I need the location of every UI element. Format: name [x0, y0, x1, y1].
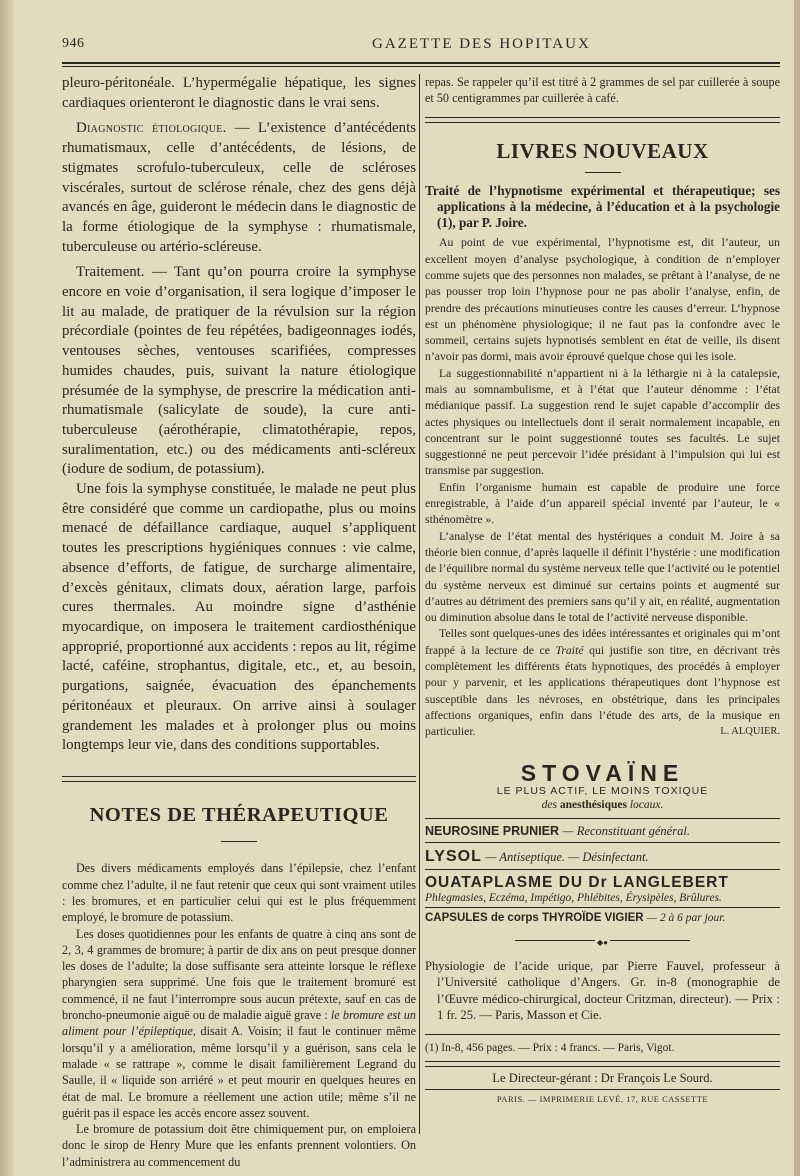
review-p5-italic: Traité — [555, 643, 584, 657]
treatment-heading: Traitement. — [76, 264, 145, 281]
ad-ouataplasme — [425, 870, 780, 907]
ad-rule-4 — [425, 907, 780, 908]
page-binding-edge — [0, 0, 14, 1176]
page-number: 946 — [62, 36, 85, 51]
book-review — [425, 235, 780, 740]
ad-rule-2 — [425, 842, 780, 843]
article-symphyse — [62, 74, 416, 756]
journal-title: GAZETTE DES HOPITAUX — [372, 36, 591, 52]
column-divider — [419, 74, 420, 1134]
review-paragraph-4: L’analyse de l’état mental des hystériques a conduit M. Joire à sa théorie bien connue, d’après laquelle il définit l’hystérie : une modification de l’équilibre normal du système nerveux telle que l’activité ou le potentiel du système nerveux est diminué sur certains points et augmenté sur d’autres au détriment des premiers sans qu’il y ait, en réalité, augmentation ou diminution absolue dans le total de l’activité nerveuse disponible. — [425, 529, 780, 625]
book-title-hypnotisme: Traité de l’hypnotisme expérimental et thérapeutique; ses applications à la médecine, à l’éducation et à la psychologie (1), par P. Joire. — [425, 183, 780, 231]
page-right-edge — [794, 0, 800, 1176]
ad-capsules-desc: — 2 à 6 par jour. — [646, 911, 726, 924]
livres-heading: LIVRES NOUVEAUX — [496, 138, 709, 163]
printer-line: PARIS. — IMPRIMERIE LEVÉ, 17, RUE CASSETTE — [496, 1093, 709, 1104]
printer-rule — [425, 1089, 780, 1090]
ad-lysol-desc: — Antiseptique. — Désinfectant. — [485, 849, 649, 864]
ad-lysol-name: LYSOL — [425, 847, 482, 865]
diagnostic-paragraph — [62, 119, 416, 257]
ad-rule-1 — [425, 818, 780, 819]
ad-ouataplasme-name: OUATAPLASME DU Dr LANGLEBERT — [425, 873, 729, 891]
diagnostic-text: — L’existence d’antécédents rhumatismaux, celle d’antécédents, de lésions, de stigmates scrofulo-tuberculeux, celle de scléroses viscérales, surtout de sclérose rénale, chez des gens déjà avancés en âge, guideront le médecin dans le diagnostic de la forme étiologique de la symphyse : rhumatismale, tuberculeuse ou artério-scléreuse. — [62, 120, 416, 255]
review-paragraph-3: Enfin l’organisme humain est capable de produire une force enregistrable, à l’aide d’un appareil spécial inventé par l’auteur, le « sthénomètre ». — [425, 480, 780, 527]
review-paragraph-5 — [425, 626, 780, 740]
treatment-text: — Tant qu’on pourra croire la symphyse encore en voie d’organisation, il sera logique d’imposer le lit au malade, de pratiquer de la révulsion sur la région précordiale (pointes de feu répétées, badigeonnages iodés, ventouses sèches, ventouses scarifiées, compresses humides chaudes, puis, suivant la nature étiologique présumée de la symphyse, de prescrire la médication anti-rhumatismale (salicylate de soude), la cure anti-tuberculeuse (aérothérapie, climatothérapie, repos, suralimentation, etc.) ou des médicaments anti-scléreux (iodure de sodium, de potassium). — [62, 264, 416, 478]
footnote: (1) In-8, 456 pages. — Prix : 4 francs. — Paris, Vigot. — [425, 1041, 675, 1054]
ad-ouataplasme-desc: Phlegmasies, Eczéma, Impétigo, Phlébites, Érysipèles, Brûlures. — [425, 891, 722, 904]
notes-paragraph-1: Des divers médicaments employés dans l’épilepsie, chez l’enfant comme chez l’adulte, il ne faut retenir que ceux qui sont vraiment utiles : les bromures, et en particulier celui qui est le plus fréquemment employé, le bromure de potassium. — [62, 861, 416, 925]
page-header — [62, 36, 780, 58]
ad-neurosine-desc: — Reconstituant général. — [562, 823, 690, 838]
notes-p2-quote: le bromure est un aliment pour l’épileptique — [62, 1008, 416, 1039]
ad-lysol — [425, 843, 780, 869]
intro-paragraph: pleuro-péritonéale. L’hypermégalie hépatique, les signes cardiaques orienteront le diagnostic dans le vrai sens. — [62, 75, 416, 111]
treatment-paragraph-2: Une fois la symphyse constituée, le malade ne peut plus être considéré que comme un cardiopathe, plus ou moins menacé de défaillance cardiaque, auquel s’appliquent toutes les prescriptions hygiéniques connues : vie calme, absence d’efforts, de fatigue, de surcharge alimentaire, d’excès génitaux, climats doux, aération large, parfois cures thermales. Au moindre signe d’asthénie myocardique, on imposera le traitement cardiosthénique approprié, proportionné aux accidents : repos au lit, régime lacté, caféine, strophantus, digitale, etc., et, au besoin, purgations, saignée, évacuation des épanchements péritonéaux et pleuraux. On arrive ainsi à soulager grandement les malades et à prolonger plus ou moins longtemps leur vie, dans des conditions supportables. — [62, 481, 416, 754]
ad-stovaine — [425, 761, 780, 812]
right-column — [425, 74, 780, 1104]
notes-paragraph-2 — [62, 926, 416, 1122]
ad-neurosine-name: NEUROSINE PRUNIER — [425, 823, 560, 838]
ad-neurosine — [425, 819, 780, 842]
ad-capsules — [425, 908, 780, 927]
section-separator — [62, 776, 416, 782]
notes-p2-end: , disait A. Voisin; il faut le continuer même lorsqu’il y a amélioration, même lorsqu’il y a guérison, sans cela le malade « se rattrape », comme le disait familièrement Legrand du Saulle, il « liquide son arriéré » et peut mourir en quelques heures en état de mal. Le bromure a réellement une action utile; même s’il ne guérit pas il espace les accès encore assez souvent. — [62, 1024, 416, 1120]
left-column — [62, 74, 416, 1170]
footnote-rule — [425, 1034, 780, 1035]
ad-stovaine-line3-bold: anesthésiques — [559, 798, 627, 811]
livres-heading-rule — [585, 172, 621, 174]
notes-paragraph-3: Le bromure de potassium doit être chimiquement pur, on emploiera donc le sirop de Henry Mure que les enfants prennent volontiers. On l’administrera au commencement du — [62, 1122, 416, 1169]
book-physiologie: Physiologie de l’acide urique, par Pierre Fauvel, professeur à l’Université catholique d’Angers. Gr. in-8 (monographie de l’Œuvre médico-chirurgical, docteur Critzman, directeur). — Prix : 1 fr. 25. — Paris, Masson et Cie. — [425, 958, 780, 1023]
notes-body — [62, 860, 416, 1170]
ad-stovaine-tagline: LE PLUS ACTIF, LE MOINS TOXIQUE — [496, 784, 709, 797]
notes-heading-rule — [221, 841, 257, 843]
ad-rule-3 — [425, 869, 780, 870]
header-rule-bottom — [62, 66, 780, 67]
ad-capsules-name: CAPSULES de corps THYROÏDE VIGIER — [425, 911, 644, 924]
review-paragraph-1: Au point de vue expérimental, l’hypnotisme est, dit l’auteur, un excellent moyen d’analyse psychologique, à condition de n’employer comme sujets que des personnes non malades, se prêtant à l’analyse, de ne pas pousser trop loin l’hypnose pour ne pas abolir l’analyse, enfin, de prendre des précautions minutieuses contre les causes d’erreur. L’hypnose est un phénomène physiologique; il ne faut pas la confondre avec le sommeil, certains sujets hypnotisés semblent en état de veille, ils disent n’avoir pas dormi, mais avoir éprouvé quelque chose qui les isole. — [425, 236, 780, 364]
ad-stovaine-line3-end: locaux. — [626, 798, 664, 811]
notes-continuation — [425, 74, 780, 107]
notes-heading: NOTES DE THÉRAPEUTIQUE — [89, 803, 389, 826]
ornamental-dash: ◆● — [425, 932, 780, 950]
notes-p2-start: Les doses quotidiennes pour les enfants de quatre à cinq ans sont de 2, 3, 4 grammes de bromure; à partir de dix ans on peut presque donner les doses de l’adulte; la dose suffisante sera atteinte lorsque le réflexe pharyngien sera supprimé. Une fois que le traitement bromuré est commencé, il ne faut l’interrompre sous aucun prétexte, sauf en cas de broncho-pneumonie aiguë ou de maladie aiguë grave : — [62, 926, 416, 1023]
review-p5-end: qui justifie son titre, en décrivant très complètement les différents états hypnotiques, des procédés à employer pour y parvenir, et les applications thérapeutiques dont l’hypnose est susceptible dans les névroses, en obstétrique, dans les principales affections organiques, enfin dans l’étude des arts, de la musique en particulier. — [425, 643, 780, 739]
ad-stovaine-line3 — [425, 798, 780, 812]
ad-stovaine-line3-start: des — [541, 798, 560, 811]
diagnostic-heading: Diagnostic étiologique. — [76, 120, 227, 137]
review-p5-start: Telles sont quelques-unes des idées intéressantes et originales qui m’ont frappé à la lecture de ce — [425, 627, 780, 657]
section-separator-right — [425, 117, 780, 123]
director-separator — [425, 1061, 780, 1067]
review-paragraph-2: La suggestionnabilité n’appartient ni à la léthargie ni à la catalepsie, mais au somnambulisme, et à l’état que l’auteur dénomme : l’état médianique passif. La suggestion rend le sujet capable d’accomplir des actes physiques ou intellectuels dont il serait normalement incapable, en concentrant sur le point suggestionné toutes ses facultés. Le sujet suggestionné ne peut percevoir l’idée présidant à l’impulsion qui lui est transmise par suggestion. — [425, 366, 780, 478]
director-line: Le Directeur-gérant : Dr François Le Sourd. — [492, 1070, 713, 1085]
review-signature: L. ALQUIER. — [720, 726, 780, 738]
ad-stovaine-name: STOVAÏNE — [520, 759, 685, 786]
header-rule-top — [62, 62, 780, 64]
treatment-paragraph — [62, 263, 416, 480]
notes-continuation-text: repas. Se rappeler qu’il est titré à 2 grammes de sel par cuillerée à soupe et 50 centigrammes par cuillerée à café. — [425, 75, 780, 106]
